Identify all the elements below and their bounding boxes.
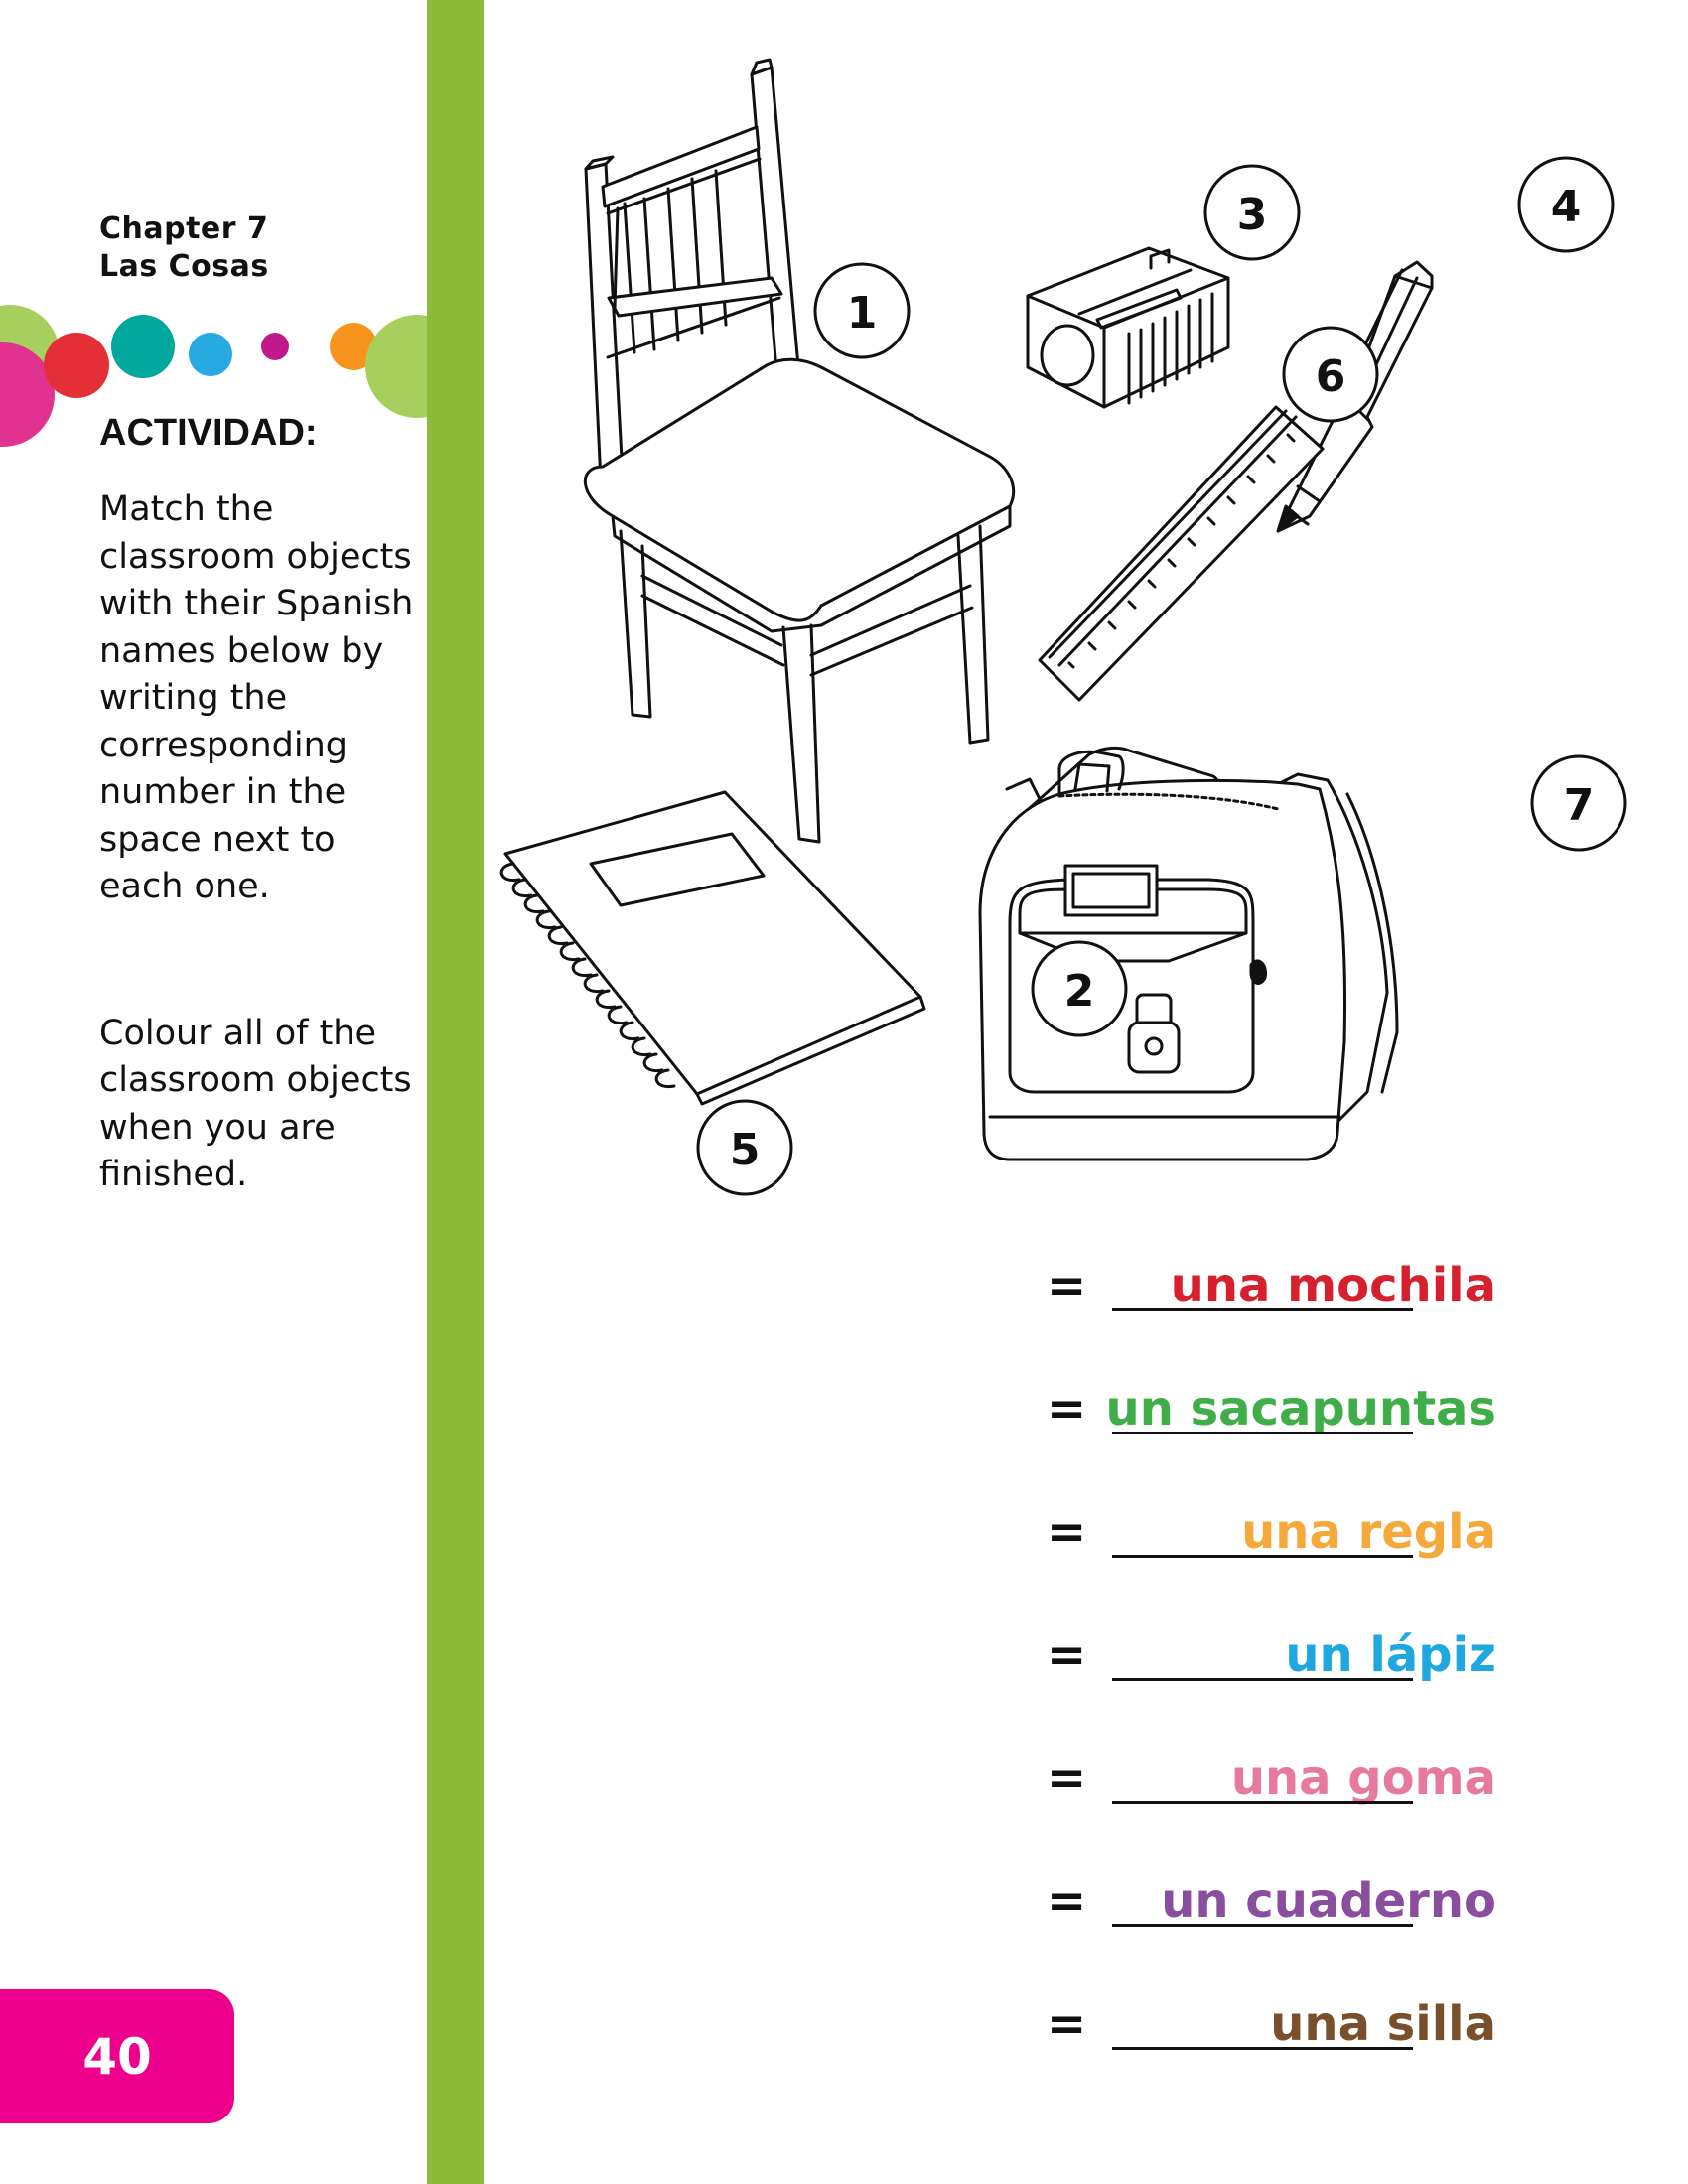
badge-6 (1284, 328, 1377, 421)
page-number: 40 (82, 2027, 152, 2086)
badge-7-number: 7 (1563, 780, 1595, 831)
ruler-icon (1040, 407, 1323, 700)
badge-4-number: 4 (1550, 182, 1582, 232)
vocab-row-cuaderno (484, 1866, 1688, 1936)
badge-2-number: 2 (1063, 966, 1095, 1017)
vocab-row-goma (484, 1743, 1688, 1813)
equals-sign: = (1047, 1873, 1087, 1929)
dot-green-right (365, 315, 427, 418)
answer-line[interactable] (1112, 2047, 1413, 2050)
equals-sign: = (1047, 1996, 1087, 2052)
vocab-row-mochila (484, 1251, 1688, 1320)
dot-purple (261, 333, 289, 360)
sharpener-icon (1028, 248, 1228, 407)
notebook-icon (501, 792, 924, 1104)
badge-1-number: 1 (846, 288, 878, 339)
badge-4 (1519, 158, 1613, 251)
badge-5-number: 5 (729, 1125, 761, 1175)
badge-3 (1205, 166, 1299, 259)
activity-heading: ACTIVIDAD: (99, 412, 318, 454)
answer-line[interactable] (1112, 1678, 1413, 1681)
vocab-row-regla (484, 1497, 1688, 1567)
equals-sign: = (1047, 1627, 1087, 1683)
answer-line[interactable] (1112, 1801, 1413, 1804)
vocab-word: un cuaderno (1161, 1873, 1496, 1929)
sidebar (0, 0, 427, 2184)
vocab-word: un lápiz (1285, 1627, 1496, 1683)
instructions-colour: Colour all of the classroom objects when you are finished. (99, 1013, 412, 1194)
vocab-word: una regla (1241, 1504, 1496, 1560)
vocab-word: un sacapuntas (1105, 1381, 1496, 1436)
answer-line[interactable] (1112, 1924, 1413, 1927)
dot-blue (189, 333, 232, 376)
badge-7 (1532, 756, 1625, 850)
equals-sign: = (1047, 1258, 1087, 1313)
badge-3-number: 3 (1236, 190, 1268, 240)
page-number-badge (0, 1989, 234, 2123)
vocab-word: una goma (1230, 1750, 1496, 1806)
vocab-row-lapiz (484, 1620, 1688, 1690)
instructions (99, 486, 417, 1199)
classroom-objects-illustration (484, 0, 1688, 1221)
instructions-match: Match the classroom objects with their Spanish names below by writing the corresponding number in the space next to each one. (99, 489, 414, 906)
badge-6-number: 6 (1315, 351, 1346, 402)
dot-teal (111, 315, 175, 378)
vocab-row-silla (484, 1989, 1688, 2059)
answer-line[interactable] (1112, 1432, 1413, 1434)
chapter-number: Chapter 7 (99, 211, 269, 246)
vocab-row-sacapuntas (484, 1374, 1688, 1443)
badge-1 (815, 264, 909, 357)
equals-sign: = (1047, 1381, 1087, 1436)
equals-sign: = (1047, 1504, 1087, 1560)
vocab-word: una silla (1270, 1996, 1496, 2052)
chapter-name: Las Cosas (99, 249, 269, 284)
green-divider-bar (427, 0, 484, 2184)
answer-line[interactable] (1112, 1308, 1413, 1311)
chair-icon (585, 60, 1013, 842)
answer-line[interactable] (1112, 1555, 1413, 1558)
badge-2 (1033, 942, 1126, 1035)
backpack-icon (980, 751, 1397, 1160)
dot-red (44, 333, 109, 398)
vocab-word: una mochila (1170, 1258, 1496, 1313)
equals-sign: = (1047, 1750, 1087, 1806)
chapter-title (99, 210, 269, 286)
badge-5 (698, 1101, 791, 1194)
